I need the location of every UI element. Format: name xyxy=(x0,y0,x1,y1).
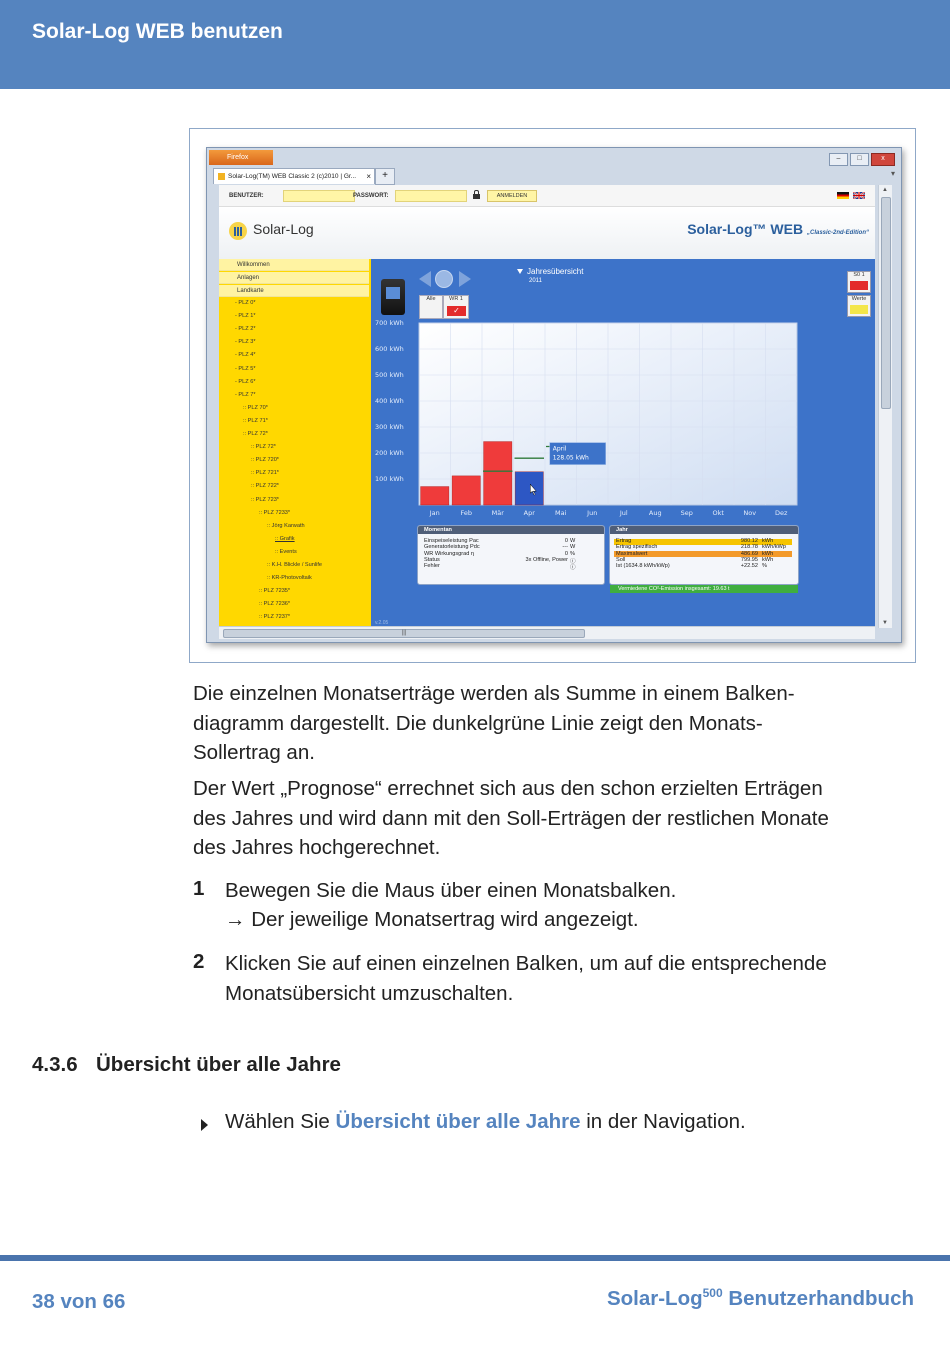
info-unit: kWh xyxy=(762,538,774,544)
instruction-prefix: Wählen Sie xyxy=(225,1110,336,1133)
momentan-box xyxy=(417,525,605,585)
footer-product-suffix: Benutzerhandbuch xyxy=(722,1286,914,1310)
solar-log-logo-icon xyxy=(229,222,247,240)
uk-flag-icon[interactable] xyxy=(853,192,865,199)
section-title: Übersicht über alle Jahre xyxy=(96,1053,341,1076)
edition-text: „Classic-2nd-Edition“ xyxy=(806,230,869,236)
y-tick-label: 300 kWh xyxy=(375,423,404,431)
bar xyxy=(484,442,512,505)
browser-tab[interactable] xyxy=(213,168,375,184)
info-label: WR Wirkungsgrad η xyxy=(424,550,475,557)
info-value: 486.69 xyxy=(740,550,758,557)
tree-item[interactable]: :: PLZ 70* xyxy=(243,404,268,411)
co2-banner: Vermiedene CO²-Emission insgesamt: 19.63 t xyxy=(610,585,798,593)
vertical-scroll-thumb[interactable] xyxy=(881,197,891,409)
navigation-sidebar xyxy=(219,259,371,628)
tree-item[interactable]: - PLZ 7* xyxy=(235,391,256,398)
x-tick-label: Jul xyxy=(619,509,628,517)
screenshot-figure xyxy=(189,128,916,663)
logo-text: Solar-Log xyxy=(253,221,314,237)
german-flag-icon[interactable] xyxy=(837,192,849,199)
brand-bar xyxy=(219,207,875,259)
tree-item[interactable]: :: Grafik xyxy=(275,535,295,542)
tooltip-value: 128.05 kWh xyxy=(552,454,589,462)
x-tick-label: Mai xyxy=(555,509,567,517)
info-unit: kWh xyxy=(762,550,774,557)
info-label: Ertrag spezifisch xyxy=(616,544,658,551)
tree-item[interactable]: :: PLZ 723* xyxy=(251,496,279,503)
x-tick-label: Aug xyxy=(648,509,662,517)
yearly-bar-chart xyxy=(371,319,875,519)
login-bar xyxy=(219,185,875,207)
x-tick-label: Jun xyxy=(587,509,598,517)
tree-item[interactable]: :: PLZ 722* xyxy=(251,483,279,490)
info-value: --- xyxy=(562,544,568,551)
close-window-button[interactable]: x xyxy=(871,153,895,166)
jahr-box xyxy=(609,525,799,585)
scroll-down-icon[interactable]: ▼ xyxy=(882,620,888,626)
werte-label: Werte xyxy=(851,296,867,302)
info-label: Ist (1634.8 kWh/kWp) xyxy=(616,563,670,570)
info-label: Fehler xyxy=(424,563,440,570)
sidebar-item[interactable]: Anlagen xyxy=(219,272,369,284)
vertical-scrollbar[interactable] xyxy=(878,185,892,628)
tree-item[interactable]: :: PLZ 721* xyxy=(251,470,279,477)
user-label: BENUTZER: xyxy=(229,193,264,199)
tree-item[interactable]: - PLZ 1* xyxy=(235,313,256,320)
info-unit: kWh/kWp xyxy=(762,544,786,551)
bar xyxy=(421,487,449,505)
paragraph-prognose: Der Wert „Prognose“ errechnet sich aus den schon erzielten Erträgen des Jahres und wird dann mit den Soll-Erträgen der restlichen Monate des Jahres hochgerechnet. xyxy=(193,777,829,859)
tooltip-month: April xyxy=(552,445,567,453)
paragraph-bar-chart: Die einzelnen Monatserträge werden als Summe in einem Balken- diagramm dargestellt. Die dunkelgrüne Linie zeigt den Monats- Sollertrag an. xyxy=(193,682,795,764)
maximize-button[interactable]: □ xyxy=(850,153,869,166)
section-heading xyxy=(32,1053,341,1077)
tree-item[interactable]: - PLZ 6* xyxy=(235,378,256,385)
x-tick-label: Okt xyxy=(712,509,724,517)
bar xyxy=(515,472,543,505)
period-year: 2011 xyxy=(529,278,542,284)
tab-alle-label: Alle xyxy=(426,296,436,302)
step-2-number: 2 xyxy=(193,950,205,973)
y-tick-label: 400 kWh xyxy=(375,397,404,405)
new-tab-button[interactable]: + xyxy=(375,168,395,185)
tab-close-icon[interactable]: × xyxy=(366,172,371,181)
y-tick-label: 200 kWh xyxy=(375,449,404,457)
horizontal-scrollbar[interactable] xyxy=(219,626,875,639)
minimize-button[interactable]: – xyxy=(829,153,848,166)
x-tick-label: Nov xyxy=(743,509,757,517)
tree-item[interactable]: - PLZ 0* xyxy=(235,300,256,306)
page-header xyxy=(0,0,950,89)
x-tick-label: Mär xyxy=(491,509,504,517)
s0-label: S0 1 xyxy=(853,272,865,278)
step-1-number: 1 xyxy=(193,877,205,900)
tree-item[interactable]: :: PLZ 720* xyxy=(251,457,279,464)
tree-item[interactable]: :: Events xyxy=(275,548,297,555)
info-label: Einspeiseleistung Pac xyxy=(424,538,479,544)
next-arrow-icon[interactable] xyxy=(459,271,471,287)
login-button[interactable]: ANMELDEN xyxy=(487,190,537,202)
user-input[interactable] xyxy=(283,190,355,202)
info-value: 799.95 xyxy=(740,556,758,563)
footer-product xyxy=(607,1286,914,1311)
password-label: PASSWORT: xyxy=(353,193,389,199)
info-unit: ⓘ xyxy=(570,558,576,565)
password-input[interactable] xyxy=(395,190,467,202)
info-value: +22.52 xyxy=(740,563,758,570)
sidebar-item[interactable]: Willkommen xyxy=(219,259,369,271)
favicon-icon xyxy=(218,173,225,180)
tree-item[interactable]: :: KR-Photovoltaik xyxy=(267,575,312,582)
period-dropdown-icon[interactable] xyxy=(517,269,523,274)
tree-item[interactable]: :: K.H. Blickle / Sunlife xyxy=(267,562,323,568)
info-label: Status xyxy=(424,556,440,563)
checkmark-icon: ✓ xyxy=(447,306,466,316)
zoom-icon[interactable] xyxy=(435,270,453,288)
tab-wr1-label: WR 1 xyxy=(449,296,463,302)
tree-item[interactable]: :: PLZ 72* xyxy=(251,444,276,451)
x-tick-label: Apr xyxy=(523,509,535,517)
header-title: Solar-Log WEB benutzen xyxy=(32,20,283,43)
tab-alle[interactable] xyxy=(419,295,443,319)
tree-item[interactable]: :: PLZ 7236* xyxy=(259,601,291,608)
horizontal-scroll-thumb[interactable]: ||| xyxy=(223,629,585,638)
y-tick-label: 100 kWh xyxy=(375,475,404,483)
info-label: Ertrag xyxy=(616,538,632,544)
y-tick-label: 600 kWh xyxy=(375,345,404,353)
footer-product-name: Solar-Log xyxy=(606,1286,703,1310)
step-1-result: → Der jeweilige Monatsertrag wird angezeigt. xyxy=(225,908,639,931)
tree-item[interactable]: :: PLZ 7233* xyxy=(259,509,291,516)
info-label: Maximalwert xyxy=(616,550,648,557)
tree-item[interactable]: - PLZ 2* xyxy=(235,326,256,333)
scroll-up-icon[interactable]: ▲ xyxy=(882,187,888,193)
tree-item[interactable]: :: PLZ 71* xyxy=(243,417,268,424)
section-number: 4.3.6 xyxy=(32,1053,78,1076)
sidebar-item[interactable]: Landkarte xyxy=(219,285,369,297)
momentan-title: Momentan xyxy=(418,526,604,534)
info-unit: % xyxy=(570,550,575,557)
info-value: 0 xyxy=(564,538,568,544)
footer-product-sup: 500 xyxy=(702,1286,723,1300)
previous-arrow-icon[interactable] xyxy=(419,271,431,287)
info-value: 218.78 xyxy=(740,544,758,551)
x-tick-label: Dez xyxy=(775,509,788,517)
x-tick-label: Jan xyxy=(429,509,440,517)
info-label: Soll xyxy=(616,556,626,563)
instruction-suffix: in der Navigation. xyxy=(580,1110,746,1133)
info-value: 3x Offline, Power xyxy=(525,556,568,563)
browser-window xyxy=(206,147,902,643)
inverter-device-icon xyxy=(381,279,405,315)
tree-item[interactable]: - PLZ 4* xyxy=(235,352,256,359)
y-tick-label: 500 kWh xyxy=(375,371,404,379)
tree-item[interactable]: :: Jörg Karwath xyxy=(267,522,305,529)
chart-panel xyxy=(371,259,875,628)
page-number: 38 von 66 xyxy=(32,1290,126,1313)
version-label: v.2.05 xyxy=(375,620,389,626)
tab-list-icon[interactable]: ▾ xyxy=(890,169,895,178)
period-title[interactable]: Jahresübersicht xyxy=(527,267,584,276)
jahr-title: Jahr xyxy=(610,526,798,534)
tab-wr1[interactable] xyxy=(443,295,469,319)
tree-item[interactable]: :: PLZ 7237* xyxy=(259,614,291,621)
info-label: Generatorleistung Pdc xyxy=(424,544,480,551)
x-tick-label: Feb xyxy=(460,509,473,517)
info-unit: kWh xyxy=(762,556,774,563)
tree-item[interactable]: :: PLZ 72* xyxy=(243,431,268,437)
werte-button[interactable] xyxy=(847,295,871,317)
tree-item[interactable]: :: PLZ 7235* xyxy=(259,588,291,595)
step-1-text: Bewegen Sie die Maus über einen Monatsbalken. xyxy=(225,879,677,902)
info-unit: W xyxy=(570,544,576,551)
navigation-instruction xyxy=(225,1110,746,1134)
x-tick-label: Sep xyxy=(680,509,693,517)
lock-icon xyxy=(473,190,480,199)
browser-viewport xyxy=(219,185,875,628)
s0-button[interactable] xyxy=(847,271,871,293)
tab-title: Solar-Log(TM) WEB Classic 2 (c)2010 | Gr... xyxy=(228,173,357,180)
info-unit: % xyxy=(762,563,767,570)
tree-item[interactable]: - PLZ 5* xyxy=(235,365,256,372)
web-title-text: Solar-Log™ WEB xyxy=(687,221,804,237)
y-tick-label: 700 kWh xyxy=(375,319,404,327)
web-title xyxy=(687,221,869,237)
info-unit: ⓘ xyxy=(570,565,576,572)
info-value: 980.12 xyxy=(740,538,758,544)
bullet-triangle-icon xyxy=(201,1119,208,1131)
footer-rule xyxy=(0,1255,950,1261)
firefox-menu-button[interactable]: Firefox xyxy=(209,150,273,165)
info-value: 0 xyxy=(564,550,568,557)
bar xyxy=(452,476,480,505)
info-unit: W xyxy=(570,538,576,544)
tree-item[interactable]: - PLZ 3* xyxy=(235,339,256,346)
step-2-text: Klicken Sie auf einen einzelnen Balken, um auf die entsprechende Monatsübersicht umzuschalten. xyxy=(225,952,827,1005)
instruction-highlight: Übersicht über alle Jahre xyxy=(335,1110,581,1133)
